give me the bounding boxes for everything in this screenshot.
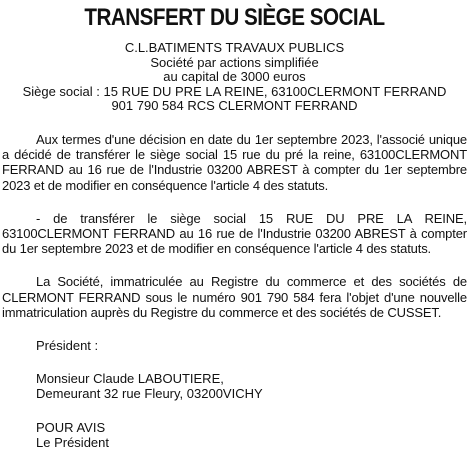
president-label: Président : (36, 338, 99, 353)
notice-title: TRANSFERT DU SIÈGE SOCIAL (84, 4, 385, 31)
company-capital: au capital de 3000 euros (163, 69, 306, 85)
signature-label: Le Président (36, 434, 109, 450)
company-rcs-number: 901 790 584 RCS CLERMONT FERRAND (111, 98, 358, 114)
president-name: Monsieur Claude LABOUTIERE, (36, 371, 224, 387)
decision-paragraph: Aux termes d'une décision en date du 1er septembre 2023, l'associé unique a décidé de transférer le siège social 15 rue du pré la reine, 63100CLERMONT FERRAND au 16 rue de l'Industrie 03200 ABREST à compter du 1er septembre 2023 et de modifier en conséquence l'article 4 des statuts. (2, 131, 467, 193)
company-name: C.L.BATIMENTS TRAVAUX PUBLICS (124, 40, 345, 55)
company-block (2, 41, 467, 114)
transfer-paragraph: - de transférer le siège social 15 RUE DU PRE LA REINE, 63100CLERMONT FERRAND au 16 rue de l'Industrie 03200 ABREST à compter du 1er septembre 2023 et de modifier en conséquence l'article 4 des statuts. (2, 210, 467, 257)
registration-paragraph: La Société, immatriculée au Registre du commerce et des sociétés de CLERMONT FERRAND sous le numéro 901 790 584 fera l'objet d'une nouvelle immatriculation auprès du Registre du commerce et des sociétés de CUSSET. (2, 274, 467, 320)
pour-avis-label: POUR AVIS (36, 419, 106, 435)
company-registered-office: Siège social : 15 RUE DU PRE LA REINE, 63100CLERMONT FERRAND (22, 83, 447, 99)
president-address: Demeurant 32 rue Fleury, 03200VICHY (36, 386, 263, 402)
company-legal-form: Société par actions simplifiée (150, 54, 319, 70)
